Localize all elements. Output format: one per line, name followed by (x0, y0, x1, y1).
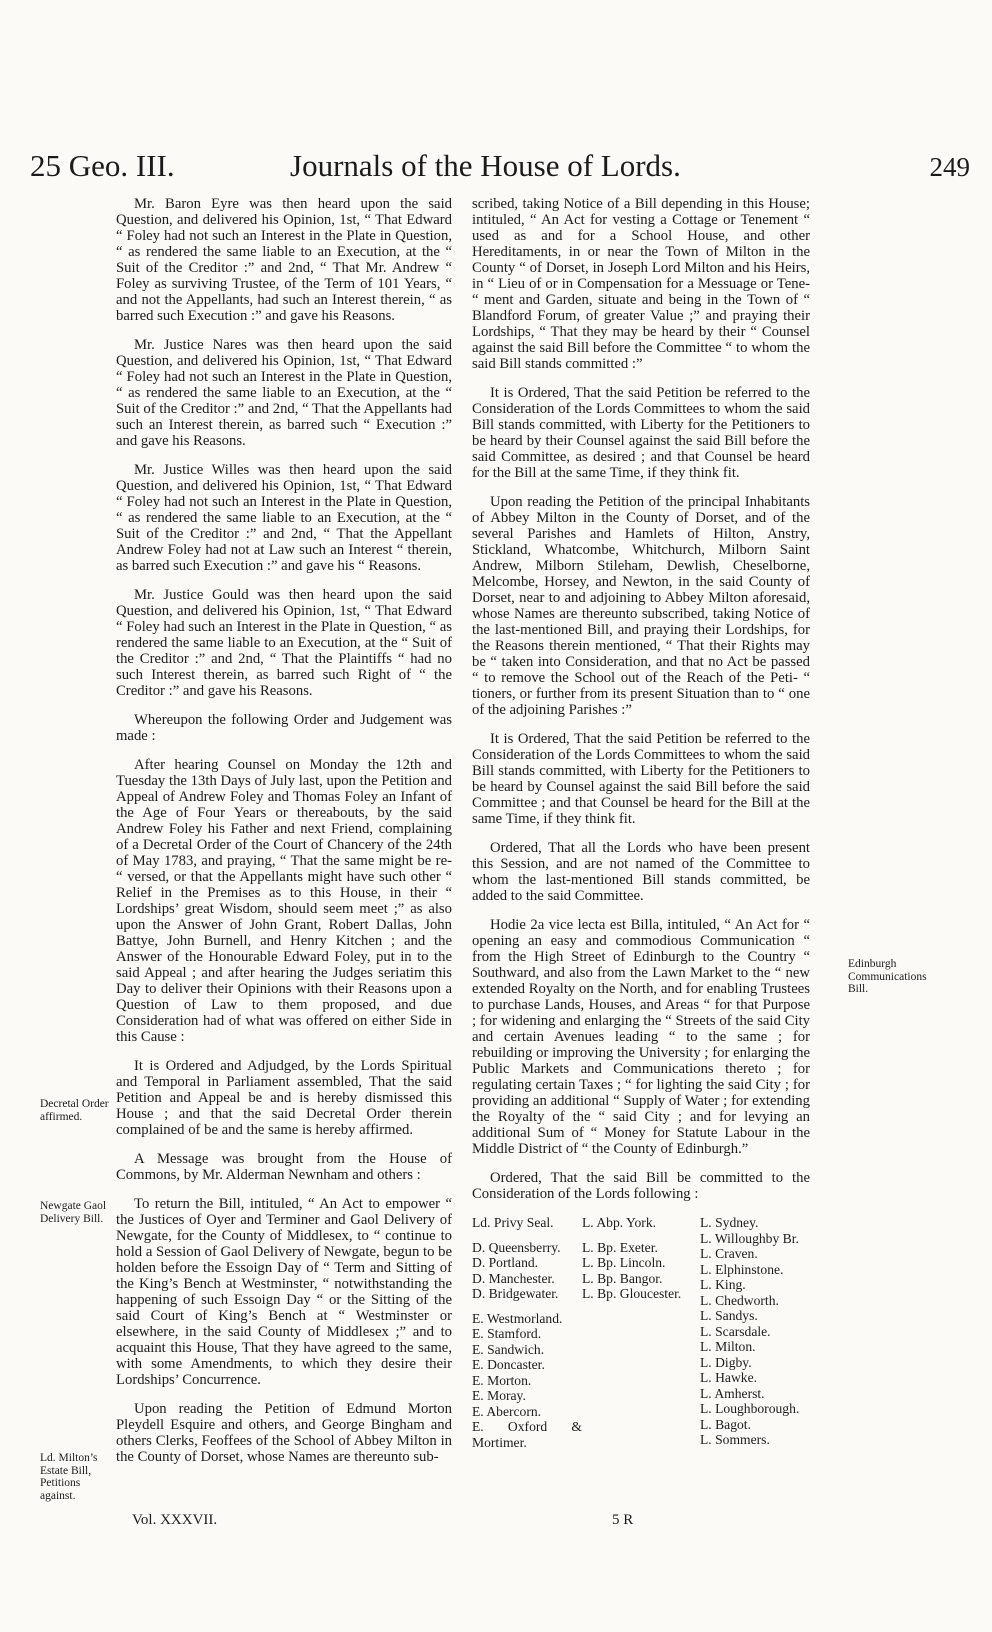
paragraph: To return the Bill, intituled, “ An Act to empower “ the Justices of Oyer and Terminer and Gaol Delivery of Newgate, for the County of Middlesex, to “ continue to hold a Session of Gaol Delivery of Newgate, begun to be holden before the Essoign Day of “ Term and Sitting of the King’s Bench at Westminster, “ notwithstanding the happening of such Essoign Day “ or the Sitting of the said Court of King’s Bench at “ Westminster or elsewhere, in the said County of Middlesex ;” and to acquaint this House, That they have agreed to the same, with some Amendments, to which they desire their Lordships’ Concurrence. (116, 1196, 452, 1388)
lord-entry: L. Scarsdale. (700, 1323, 771, 1339)
paragraph: Mr. Justice Willes was then heard upon the said Question, and delivered his Opinion, 1st, “ That Edward “ Foley had not such an Interest in the Plate in Question, “ as rendered the same liable to an Execution, at the “ Suit of the Creditor :” and 2nd, “ That the Appellant Andrew Foley had not at Law such an Interest “ therein, as barred such Execution :” and gave his “ Reasons. (116, 462, 452, 574)
lord-entry: L. Elphinstone. (700, 1261, 784, 1277)
lord-entry: L. Amherst. (700, 1385, 765, 1401)
paragraph: After hearing Counsel on Monday the 12th and Tuesday the 13th Days of July last, upon the Petition and Appeal of Andrew Foley and Thomas Foley an Infant of the Age of Four Years or thereabouts, by the said Andrew Foley his Father and next Friend, complaining of a Decretal Order of the Court of Chancery of the 24th of May 1783, and praying, “ That the same might be re- “ versed, or that the Appellants might have such other “ Relief in the Premises as to this House, in their “ Lordships’ great Wisdom, should seem meet ;” as also upon the Answer of John Grant, Robert Dallas, John Battye, John Burnell, and Henry Kitchen ; and the Answer of the Honourable Edward Foley, put in to the said Appeal ; and after hearing the Judges seriatim this Day to deliver their Opinions with their Reasons upon a Question of Law to them proposed, and due Consideration had of what was offered on either Side in this Cause : (116, 757, 452, 1045)
margin-note-decretal: Decretal Order affirmed. (40, 1098, 109, 1123)
committee-lords-list (472, 1215, 810, 1450)
lord-entry: E. Abercorn. (472, 1403, 542, 1419)
lords-column-1 (472, 1215, 582, 1450)
regnal-year: 25 Geo. III. (30, 148, 175, 183)
margin-note-newgate: Newgate Gaol Delivery Bill. (40, 1200, 107, 1225)
lord-entry: L. King. (700, 1277, 746, 1292)
lord-entry: E. Moray. (472, 1388, 526, 1403)
margin-note-edinburgh: Edinburgh Communications Bill. (848, 958, 927, 995)
paragraph: Mr. Baron Eyre was then heard upon the said Question, and delivered his Opinion, 1st, “ That Edward “ Foley had not such an Interest in the Plate in Question, “ as rendered the same liable to an Execution, at the “ Suit of the Creditor :” and 2nd, “ That Mr. Andrew “ Foley as surviving Trustee, of the Term of 101 Years, “ and not the Appellants, had such an Interest therein, “ as barred such Execution :” and gave his Reasons. (116, 196, 452, 324)
paragraph: Hodie 2a vice lecta est Billa, intituled, “ An Act for “ opening an easy and commodious Communication “ from the High Street of Edinburgh to the Country “ Southward, and also from the Lawn Market to the “ new extended Royalty on the North, and for enabling Trustees to purchase Lands, Houses, and Areas “ for that Purpose ; for widening and enlarging the “ Streets of the said City and certain Avenues leading “ to the same ; for rebuilding or improving the University ; for enlarging the Public Markets and Communications thereto ; for regulating certain Taxes ; “ for lighting the said City ; for providing an additional “ Supply of Water ; for extending the Royalty of the “ said City ; and for levying an additional Sum of “ Money for Statute Labour in the Middle District of “ the County of Edinburgh.” (472, 917, 810, 1157)
paragraph: Ordered, That all the Lords who have been present this Session, and are not named of the Committee to whom the last-mentioned Bill stands committed, be added to the said Committee. (472, 840, 810, 904)
lord-entry: D. Queensberry. (472, 1239, 561, 1255)
left-column (116, 196, 452, 1478)
lord-entry: L. Hawke. (700, 1370, 757, 1385)
spacer (582, 1231, 700, 1240)
paragraph: A Message was brought from the House of Commons, by Mr. Alderman Newnham and others : (116, 1151, 452, 1183)
lord-entry: L. Milton. (700, 1339, 756, 1354)
lord-entry: L. Abp. York. (582, 1215, 657, 1230)
lord-entry: E. Stamford. (472, 1326, 542, 1341)
spacer (472, 1302, 582, 1311)
paragraph: Upon reading the Petition of the principal Inhabitants of Abbey Milton in the County of Dorset, and of the several Parishes and Hamlets of Hilton, Anstry, Stickland, Whatcombe, Whitchurch, Milborn Saint Andrew, Milborn Stileham, Dewlish, Cheselborne, Melcombe, Horsey, and Newton, in the said County of Dorset, near to and adjoining to Abbey Milton aforesaid, whose Names are thereunto subscribed, taking Notice of the last-mentioned Bill, and praying their Lordships, for the Reasons therein mentioned, “ That their Rights may be “ taken into Consideration, and that no Act be passed “ to remove the School out of the Reach of the Peti- “ tioners, or further from its present Situation than to “ one of the adjoining Parishes :” (472, 494, 810, 718)
lord-entry: E. Doncaster. (472, 1357, 545, 1372)
lord-entry: L. Bp. Exeter. (582, 1239, 658, 1255)
lord-entry: E. Westmorland. (472, 1310, 563, 1326)
lord-entry: Ld. Privy Seal. (472, 1215, 554, 1230)
lord-entry: L. Chedworth. (700, 1292, 779, 1308)
lord-entry: L. Bp. Gloucester. (582, 1286, 682, 1301)
margin-note-milton: Ld. Milton’s Estate Bill, Petitions against. (40, 1452, 98, 1502)
volume-number: Vol. XXXVII. (132, 1512, 218, 1528)
lord-entry: D. Portland. (472, 1255, 539, 1270)
page-number: 249 (929, 152, 970, 182)
paragraph: It is Ordered, That the said Petition be referred to the Consideration of the Lords Committees to whom the said Bill stands committed, with Liberty for the Petitioners to be heard by Counsel against the said Bill before the said Committee ; and that Counsel be heard for the Bill at the same Time, if they think fit. (472, 731, 810, 827)
paragraph: It is Ordered, That the said Petition be referred to the Consideration of the Lords Committees to whom the said Bill stands committed, with Liberty for the Petitioners to be heard by their Counsel against the said Bill before the said Committee, as desired ; and that Counsel be heard for the Bill at the same Time, if they think fit. (472, 385, 810, 481)
lord-entry: L. Bp. Lincoln. (582, 1255, 666, 1270)
paragraph: Whereupon the following Order and Judgement was made : (116, 712, 452, 744)
paragraph: Mr. Justice Nares was then heard upon the said Question, and delivered his Opinion, 1st, “ That Edward “ Foley had not such an Interest in the Plate in Question, “ as rendered the same liable to an Execution, at the “ Suit of the Creditor :” and 2nd, “ That the Appellants had such an Interest therein, as barred such “ Execution :” and gave his Reasons. (116, 337, 452, 449)
journal-title: Journals of the House of Lords. (290, 148, 681, 183)
lord-entry: L. Digby. (700, 1354, 752, 1370)
lords-column-2 (582, 1215, 700, 1450)
lord-entry: D. Bridgewater. (472, 1286, 559, 1301)
lord-entry: L. Sydney. (700, 1215, 759, 1230)
page-header (30, 148, 970, 188)
lord-entry: L. Sandys. (700, 1308, 758, 1323)
paragraph: Ordered, That the said Bill be committed to the Consideration of the Lords following : (472, 1170, 810, 1202)
spacer (472, 1231, 582, 1240)
lord-entry: L. Craven. (700, 1246, 758, 1261)
lord-entry: E. Oxford & Mortimer. (472, 1419, 582, 1450)
lord-entry: L. Sommers. (700, 1432, 770, 1447)
lord-entry: L. Willoughby Br. (700, 1230, 799, 1246)
lord-entry: E. Morton. (472, 1372, 532, 1388)
lord-entry: L. Bp. Bangor. (582, 1270, 663, 1286)
paragraph: scribed, taking Notice of a Bill depending in this House; intituled, “ An Act for vesting a Cottage or Tenement “ used as and for a School House, and other Hereditaments, in or near the Town of Milton in the County “ of Dorset, in Joseph Lord Milton and his Heirs, in “ Lieu of or in Compensation for a Messuage or Tene- “ ment and Garden, situate and being in the Town of “ Blandford Forum, of greater Value ;” and praying their Lordships, “ That they may be heard by their “ Counsel against the said Bill before the Committee “ to whom the said Bill stands committed :” (472, 196, 810, 372)
printer-signature: 5 R (612, 1512, 634, 1528)
paragraph: Upon reading the Petition of Edmund Morton Pleydell Esquire and others, and George Bingham and others Clerks, Feoffees of the School of Abbey Milton in the County of Dorset, whose Names are thereunto sub- (116, 1401, 452, 1465)
paragraph: Mr. Justice Gould was then heard upon the said Question, and delivered his Opinion, 1st, “ That Edward “ Foley had such an Interest in the Plate in Question, “ as rendered the same liable to an Execution, at the “ Suit of the Creditor :” and 2nd, “ That the Plaintiffs “ had no such Interest therein, as barred such Right of “ the Creditor :” and gave his Reasons. (116, 587, 452, 699)
lord-entry: E. Sandwich. (472, 1341, 545, 1357)
paragraph: It is Ordered and Adjudged, by the Lords Spiritual and Temporal in Parliament assembled, That the said Petition and Appeal be and is hereby dismissed this House ; and that the said Decretal Order therein complained of be and the same is hereby affirmed. (116, 1058, 452, 1138)
right-column (472, 196, 810, 1450)
lord-entry: L. Bagot. (700, 1416, 751, 1432)
lord-entry: D. Manchester. (472, 1270, 555, 1286)
lord-entry: L. Loughborough. (700, 1401, 800, 1416)
lords-column-3 (700, 1215, 810, 1450)
